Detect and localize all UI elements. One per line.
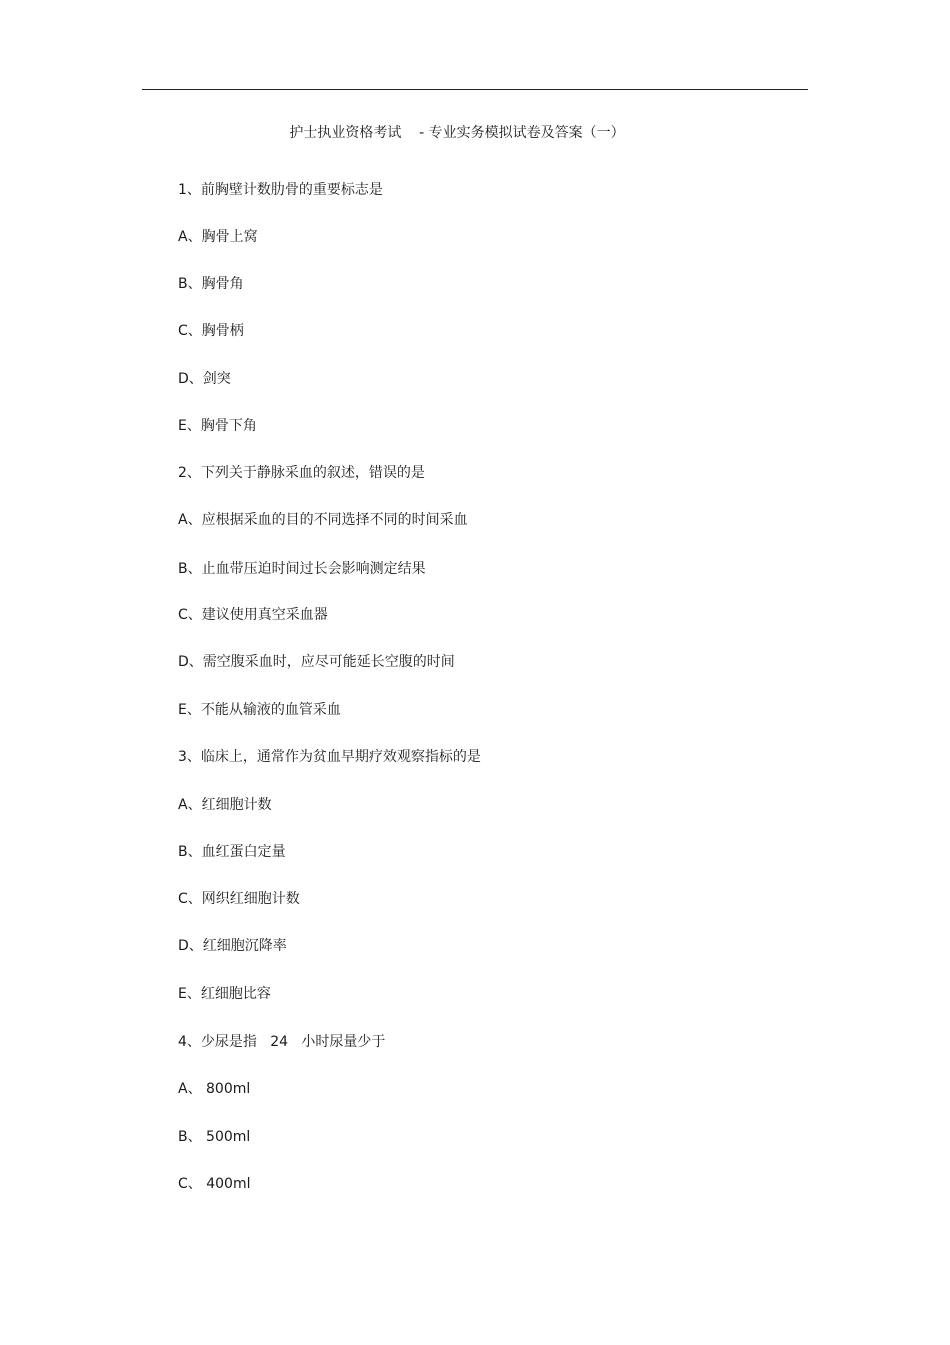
question-2-option-c: C、建议使用真空采血器 xyxy=(178,607,328,623)
document-title: 护士执业资格考试 - 专业实务模拟试卷及答案（一） xyxy=(289,125,625,141)
question-3-stem: 3、临床上，通常作为贫血早期疗效观察指标的是 xyxy=(178,749,481,765)
question-3-option-a: A、红细胞计数 xyxy=(178,797,272,813)
question-3-option-d: D、红细胞沉降率 xyxy=(178,938,287,954)
question-4-stem: 4、少尿是指 24 小时尿量少于 xyxy=(178,1034,386,1050)
question-2-option-d: D、需空腹采血时，应尽可能延长空腹的时间 xyxy=(178,654,455,670)
question-1-option-e: E、胸骨下角 xyxy=(178,418,257,434)
question-1-stem: 1、前胸壁计数肋骨的重要标志是 xyxy=(178,182,383,198)
header-rule xyxy=(142,89,808,90)
question-2-stem: 2、下列关于静脉采血的叙述，错误的是 xyxy=(178,465,425,481)
question-4-option-a: A、 800ml xyxy=(178,1081,251,1097)
question-1-option-c: C、胸骨柄 xyxy=(178,323,244,339)
question-4-option-b: B、 500ml xyxy=(178,1129,251,1145)
question-2-option-b: B、止血带压迫时间过长会影响测定结果 xyxy=(178,561,426,577)
question-3-option-b: B、血红蛋白定量 xyxy=(178,844,286,860)
question-3-option-e: E、红细胞比容 xyxy=(178,986,271,1002)
question-1-option-b: B、胸骨角 xyxy=(178,276,244,292)
question-1-option-a: A、胸骨上窝 xyxy=(178,229,258,245)
question-3-option-c: C、网织红细胞计数 xyxy=(178,891,300,907)
question-2-option-a: A、应根据采血的目的不同选择不同的时间采血 xyxy=(178,512,468,528)
question-1-option-d: D、剑突 xyxy=(178,371,231,387)
question-4-option-c: C、 400ml xyxy=(178,1176,251,1192)
question-2-option-e: E、不能从输液的血管采血 xyxy=(178,702,341,718)
